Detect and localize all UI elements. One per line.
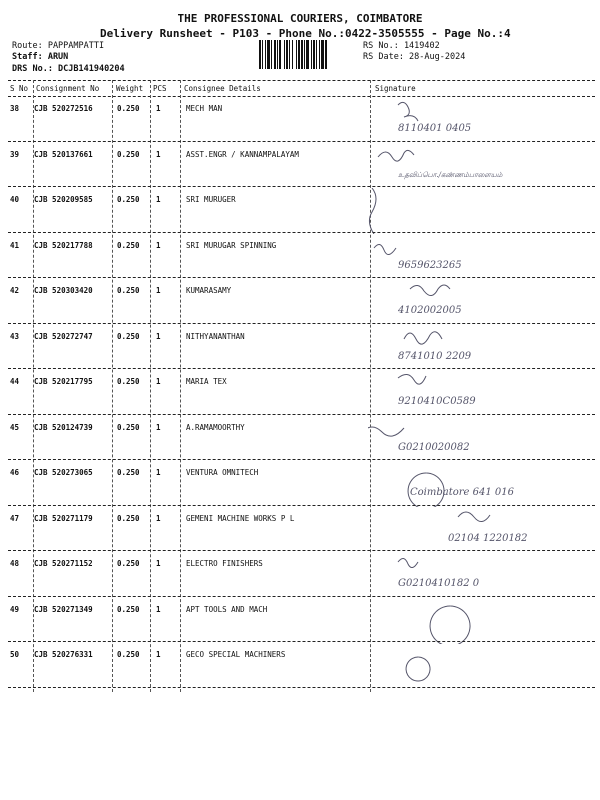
pcs-cell: 1	[156, 104, 161, 113]
barcode-bar	[301, 40, 303, 69]
weight-cell: 0.250	[117, 195, 140, 204]
signature-mark	[368, 598, 598, 644]
consignee-name: ASST.ENGR / KANNAMPALAYAM	[186, 149, 299, 159]
table-row	[8, 234, 595, 280]
signature-note: 4102002005	[398, 305, 462, 316]
sno-cell: 47	[10, 513, 20, 523]
drs-number: DRS No.: DCJB141940204	[12, 64, 125, 74]
barcode-bar	[306, 40, 309, 69]
barcode-bar	[304, 40, 305, 69]
consignment-number: CJB 520272516	[34, 104, 93, 113]
signature-note: 9210410C0589	[398, 396, 476, 407]
pcs-cell: 1	[156, 286, 161, 295]
row-separator	[8, 550, 595, 551]
consignment-number: CJB 520271152	[34, 559, 93, 568]
signature-note: G0210020082	[398, 441, 470, 453]
header-top-rule	[8, 80, 595, 81]
table-row	[8, 188, 595, 234]
signature-mark	[368, 325, 598, 371]
consignment-number: CJB 520137661	[34, 149, 93, 159]
pcs-cell: 1	[156, 195, 161, 204]
barcode-bar	[321, 40, 324, 69]
barcode-bar	[259, 40, 261, 69]
row-separator	[8, 277, 595, 278]
signature-mark	[368, 370, 598, 416]
row-separator	[8, 687, 595, 688]
pcs-cell: 1	[156, 513, 161, 523]
row-separator	[8, 368, 595, 369]
row-separator	[8, 596, 595, 597]
staff-label: Staff: ARUN	[12, 52, 69, 62]
consignee-name: SRI MURUGAR SPINNING	[186, 240, 277, 250]
barcode-bar	[277, 40, 278, 69]
barcode-bar	[265, 40, 266, 69]
consignment-number: CJB 520124739	[34, 422, 93, 432]
signature-note: 8741010 2209	[398, 350, 472, 362]
table-row	[8, 552, 595, 598]
weight-cell: 0.250	[117, 650, 140, 659]
signature-note: G0210410182 0	[398, 578, 480, 589]
sno-cell: 43	[10, 331, 20, 341]
row-separator	[8, 459, 595, 460]
barcode-bar	[262, 40, 263, 69]
rs-date: RS Date: 28-Aug-2024	[363, 52, 466, 62]
weight-cell: 0.250	[117, 604, 140, 614]
consignee-name: MARIA TEX	[186, 377, 227, 386]
consignment-number: CJB 520273065	[34, 468, 93, 477]
consignee-name: A.RAMAMOORTHY	[186, 422, 245, 432]
barcode-bar	[316, 40, 317, 69]
pcs-cell: 1	[156, 377, 161, 386]
weight-cell: 0.250	[117, 286, 140, 295]
weight-cell: 0.250	[117, 559, 140, 568]
table-row	[8, 507, 595, 553]
consignee-name: APT TOOLS AND MACH	[186, 604, 268, 614]
table-row	[8, 143, 595, 189]
col-header-signature: Signature	[375, 84, 416, 93]
consignment-number: CJB 520271349	[34, 604, 93, 614]
signature-note: 8110401 0405	[398, 123, 472, 134]
signature-mark	[368, 97, 598, 143]
pcs-cell: 1	[156, 604, 161, 614]
weight-cell: 0.250	[117, 422, 140, 432]
consignment-number: CJB 520271179	[34, 513, 93, 523]
col-header-sno: S No	[10, 84, 29, 93]
consignment-number: CJB 520272747	[34, 331, 93, 341]
signature-note: 02104 1220182	[448, 532, 528, 544]
weight-cell: 0.250	[117, 513, 140, 523]
barcode-bar	[313, 40, 315, 69]
sno-cell: 45	[10, 422, 20, 432]
table-row	[8, 416, 595, 462]
runsheet-subtitle: Delivery Runsheet - P103 - Phone No.:0422-3505555 - Page No.:4	[100, 27, 511, 40]
sno-cell: 48	[10, 559, 20, 568]
barcode-bar	[279, 40, 281, 69]
sno-cell: 44	[10, 377, 20, 386]
pcs-cell: 1	[156, 559, 161, 568]
barcode-bar	[292, 40, 293, 69]
signature-mark	[368, 188, 598, 234]
sno-cell: 46	[10, 468, 20, 477]
barcode-image	[258, 40, 356, 69]
signature-mark	[368, 279, 598, 325]
sno-cell: 42	[10, 286, 20, 295]
pcs-cell: 1	[156, 149, 161, 159]
signature-mark	[368, 416, 598, 462]
consignment-number: CJB 520209585	[34, 195, 93, 204]
signature-mark	[368, 143, 598, 189]
weight-cell: 0.250	[117, 104, 140, 113]
col-header-consignment: Consignment No	[36, 84, 100, 93]
pcs-cell: 1	[156, 422, 161, 432]
sno-cell: 40	[10, 195, 20, 204]
signature-note: 9659623265	[398, 259, 462, 271]
row-separator	[8, 232, 595, 233]
col-header-weight: Weight	[116, 84, 144, 93]
row-separator	[8, 323, 595, 324]
consignee-name: SRI MURUGER	[186, 195, 236, 204]
table-row	[8, 325, 595, 371]
barcode-bar	[298, 40, 300, 69]
rs-number: RS No.: 1419402	[363, 41, 440, 51]
row-separator	[8, 141, 595, 142]
pcs-cell: 1	[156, 331, 161, 341]
pcs-cell: 1	[156, 468, 161, 477]
barcode-bar	[325, 40, 327, 69]
consignment-number: CJB 520303420	[34, 286, 93, 295]
sno-cell: 39	[10, 149, 20, 159]
barcode-bar	[319, 40, 320, 69]
weight-cell: 0.250	[117, 149, 140, 159]
barcode-bar	[284, 40, 285, 69]
consignee-name: ELECTRO FINISHERS	[186, 559, 263, 568]
weight-cell: 0.250	[117, 468, 140, 477]
barcode-bar	[267, 40, 270, 69]
barcode-bar	[286, 40, 288, 69]
barcode-bar	[296, 40, 297, 69]
row-separator	[8, 505, 595, 506]
pcs-cell: 1	[156, 240, 161, 250]
table-row	[8, 598, 595, 644]
signature-mark	[368, 552, 598, 598]
consignee-name: KUMARASAMY	[186, 286, 232, 295]
consignment-number: CJB 520217788	[34, 240, 93, 250]
signature-mark	[368, 507, 598, 553]
sno-cell: 38	[10, 104, 20, 113]
sno-cell: 49	[10, 604, 20, 614]
row-separator	[8, 414, 595, 415]
signature-mark	[368, 234, 598, 280]
consignee-name: NITHYANANTHAN	[186, 331, 245, 341]
table-row	[8, 279, 595, 325]
barcode-bar	[271, 40, 272, 69]
table-row	[8, 370, 595, 416]
row-separator	[8, 641, 595, 642]
sno-cell: 41	[10, 240, 20, 250]
sno-cell: 50	[10, 650, 20, 659]
signature-note: Coimbatore 641 016	[410, 487, 514, 498]
barcode-bar	[311, 40, 312, 69]
route-label: Route: PAPPAMPATTI	[12, 41, 105, 51]
barcode-bar	[274, 40, 276, 69]
consignment-number: CJB 520217795	[34, 377, 93, 386]
col-header-pcs: PCS	[153, 84, 167, 93]
signature-mark	[368, 643, 598, 689]
table-row	[8, 461, 595, 507]
signature-note: உதவிப்பொ./கண்ணம்பாளையம்	[398, 170, 503, 179]
weight-cell: 0.250	[117, 331, 140, 341]
consignee-name: MECH MAN	[186, 104, 223, 113]
weight-cell: 0.250	[117, 240, 140, 250]
barcode-bar	[289, 40, 290, 69]
table-row	[8, 643, 595, 689]
col-header-consignee: Consignee Details	[184, 84, 261, 93]
consignment-number: CJB 520276331	[34, 650, 93, 659]
consignee-name: GEMENI MACHINE WORKS P L	[186, 513, 295, 523]
row-separator	[8, 186, 595, 187]
consignee-name: GECO SPECIAL MACHINERS	[186, 650, 286, 659]
pcs-cell: 1	[156, 650, 161, 659]
table-row	[8, 97, 595, 143]
weight-cell: 0.250	[117, 377, 140, 386]
consignee-name: VENTURA OMNITECH	[186, 468, 259, 477]
company-title: THE PROFESSIONAL COURIERS, COIMBATORE	[177, 12, 423, 25]
signature-mark	[368, 461, 598, 507]
